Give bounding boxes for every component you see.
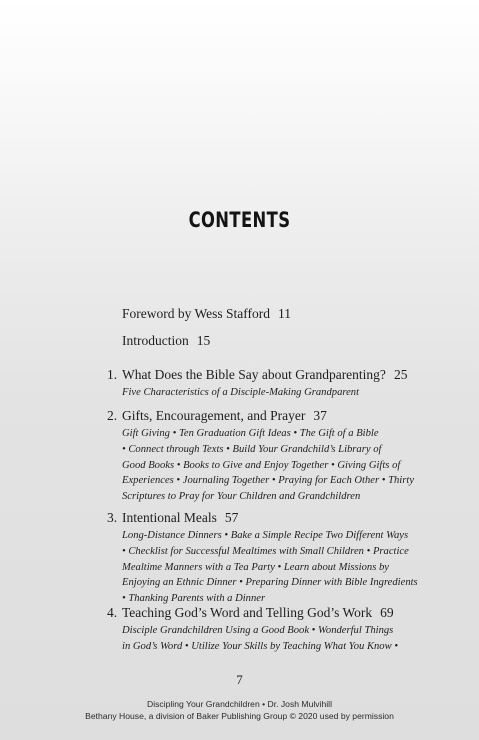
toc-chapter-4 [107,604,407,655]
subtopic-line: Mealtime Manners with a Tea Party • Learn about Missions by [122,561,389,573]
subtopic-line: Scriptures to Pray for Your Children and Grandchildren [122,491,361,503]
toc-chapter-3 [107,509,418,607]
toc-chapter-2 [107,407,415,505]
subtopic-line: Long-Distance Dinners • Bake a Simple Recipe Two Different Ways [122,530,409,541]
chapter-subtopics [122,528,418,607]
page-title: CONTENTS [188,208,291,232]
subtopic-line: • Thanking Parents with a Dinner [122,593,266,605]
toc-page-number: 25 [393,367,408,382]
credit-line-title: Discipling Your Grandchildren • Dr. Josh Mulvihill [147,699,332,709]
chapter-title: Teaching God’s Word and Telling God’s Work [122,605,373,620]
credit-line-publisher: Bethany House, a division of Baker Publishing Group © 2020 used by permission [85,711,394,721]
toc-chapter-1 [107,366,407,401]
toc-entry-label: Foreword by Wess Stafford [122,306,271,321]
toc-entry-label: Introduction [122,333,189,348]
chapter-heading [107,509,407,526]
toc-page-number: 11 [278,306,292,321]
chapter-number: 1. [107,367,118,382]
subtopic-line: in God’s Word • Utilize Your Skills by Teaching What You Know • [122,640,399,652]
page-number: 7 [236,672,243,687]
toc-entry-introduction [122,333,210,349]
toc-page-number: 37 [313,408,327,423]
chapter-number: 3. [107,510,118,525]
chapter-number: 4. [107,605,118,620]
chapter-subtopics [122,623,407,655]
chapter-subtopics [122,385,407,401]
subtopic-line: • Connect through Texts • Build Your Grandchild’s Library of [122,443,382,455]
toc-page-number: 69 [380,605,394,620]
chapter-number: 2. [107,408,118,423]
chapter-title: Gifts, Encouragement, and Prayer [122,408,306,423]
toc-page-number: 57 [224,510,239,525]
subtopic-line: • Checklist for Successful Mealtimes with Small Children • Practice [122,545,409,557]
chapter-title: What Does the Bible Say about Grandparenting? [122,367,386,382]
subtopic-line: Enjoying an Ethnic Dinner • Preparing Dinner with Bible Ingredients [122,577,418,589]
subtopic-line: Five Characteristics of a Disciple-Making Grandparent [122,387,360,398]
subtopic-line: Disciple Grandchildren Using a Good Book • Wonderful Things [122,625,394,636]
chapter-heading [107,366,407,383]
toc-page-number: 15 [196,333,211,348]
subtopic-line: Experiences • Journaling Together • Praying for Each Other • Thirty [122,475,415,487]
chapter-title: Intentional Meals [122,510,217,525]
chapter-heading [107,407,407,424]
chapter-heading [107,604,407,621]
chapter-subtopics [122,426,415,505]
subtopic-line: Gift Giving • Ten Graduation Gift Ideas • The Gift of a Bible [122,428,379,439]
subtopic-line: Good Books • Books to Give and Enjoy Together • Giving Gifts of [122,459,401,471]
toc-entry-foreword [122,306,291,322]
